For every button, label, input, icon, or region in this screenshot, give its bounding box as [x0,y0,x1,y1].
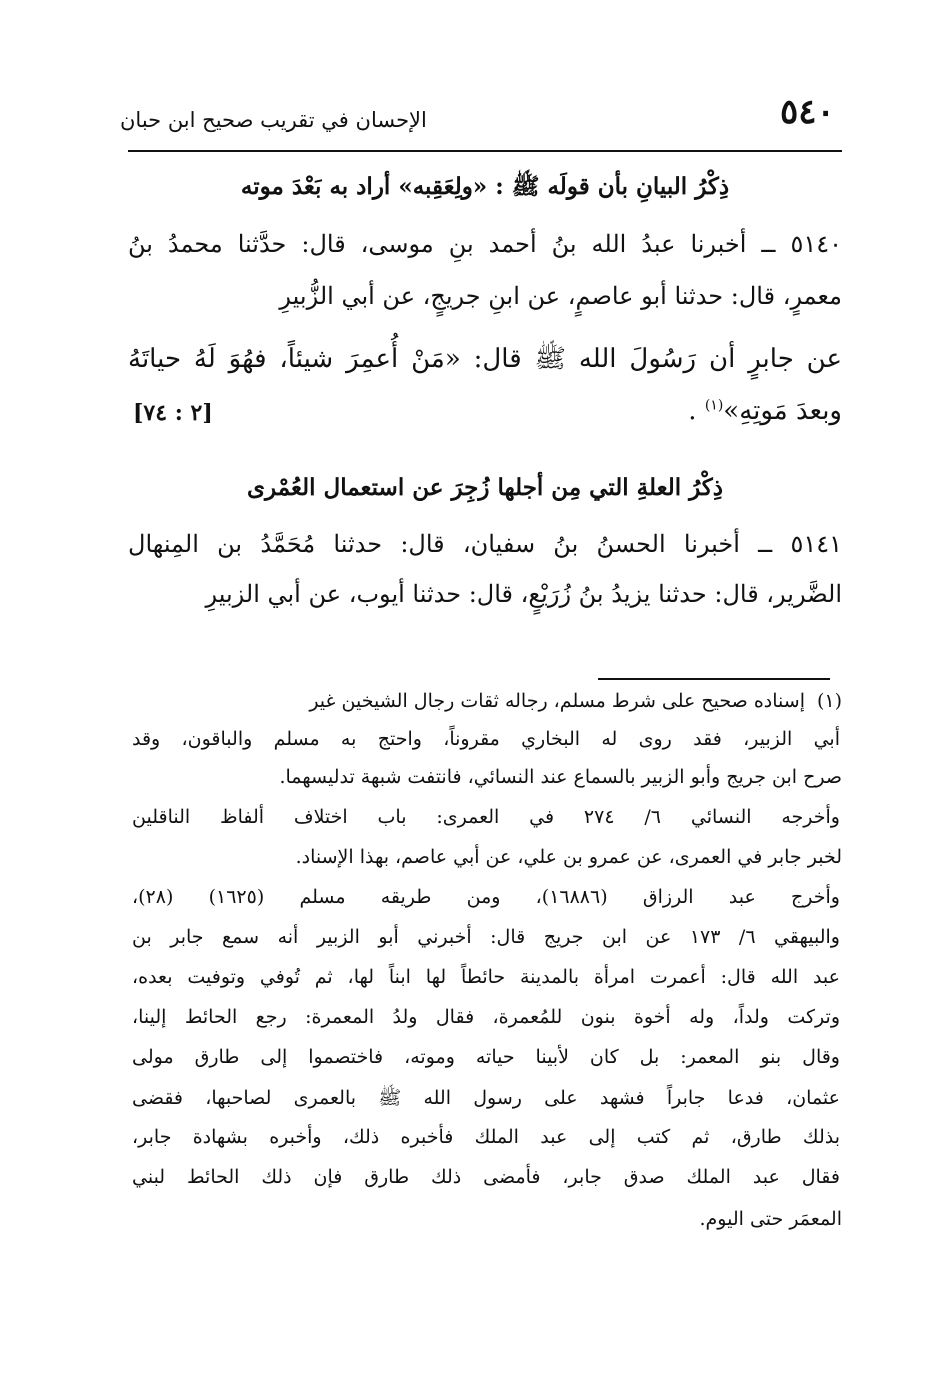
footnote-line-6: وأخرج عبد الرزاق (١٦٨٨٦)، ومن طريقه مسلم (١٦٢٥) (٢٨)، [132,886,840,908]
footnote-line-7: والبيهقي ٦/ ١٧٣ عن ابن جريج قال: أخبرني أبو الزبير أنه سمع جابر بن [132,926,840,948]
footnote-line-13: فقال عبد الملك صدق جابر، فأمضى ذلك طارق فإن ذلك الحائط لبني [132,1166,840,1188]
footnote-marker[interactable]: (١) [704,397,724,414]
footnote-line-2: أبي الزبير، فقد روى له البخاري مقروناً، واحتج به مسلم والباقون، وقد [132,728,840,750]
footnote-line-4: وأخرجه النسائي ٦/ ٢٧٤ في العمرى: باب اختلاف ألفاظ الناقلين [132,806,840,828]
footnote-line-3: صرح ابن جريج وأبو الزبير بالسماع عند النسائي، فانتفت شبهة تدليسهما. [279,766,842,788]
footnote-line-8: عبد الله قال: أعمرت امرأة بالمدينة حائطاً لها ابناً لها، ثم تُوفي وتوفيت بعده، [132,966,840,988]
section-heading-1: ذِكْرُ البيانِ بأن قولَه ﷺ : «ولِعَقِبه» أراد به بَعْدَ موته [240,173,730,200]
hadith-5141-line-1: ٥١٤١ ــ أخبرنا الحسنُ بنُ سفيان، قال: حدثنا مُحَمَّدُ بن المِنهال [128,530,842,558]
footnote-number: (١) [816,690,842,712]
section-heading-2: ذِكْرُ العلةِ التي مِن أجلها زُجِرَ عن استعمال العُمْرى [247,474,723,501]
footnote-line-1: إسناده صحيح على شرط مسلم، رجاله ثقات رجال الشيخين غير [309,690,805,712]
footnote-separator [598,678,830,680]
hadith-5140-line-2: معمرٍ، قال: حدثنا أبو عاصمٍ، عن ابنِ جريجٍ، عن أبي الزُّبيرِ [279,282,842,310]
header-rule [128,150,842,152]
hadith-5141-line-2: الضَّرير، قال: حدثنا يزيدُ بنُ زُرَيْعٍ، قال: حدثنا أيوب، عن أبي الزبيرِ [205,580,842,608]
footnote-line-9: وتركت ولداً، وله أخوة بنون للمُعمرة، فقال ولدُ المعمرة: رجع الحائط إلينا، [132,1006,840,1028]
footnote-line-5: لخبر جابر في العمرى، عن عمرو بن علي، عن أبي عاصم، بهذا الإسناد. [295,846,842,868]
hadith-5140-line-1: ٥١٤٠ ــ أخبرنا عبدُ الله بنُ أحمد بنِ موسى، قال: حدَّثنا محمدُ بنُ [128,230,842,258]
footnote-line-11: عثمان، فدعا جابراً فشهد على رسول الله ﷺ بالعمرى لصاحبها، فقضى [132,1087,840,1109]
footnote-line-12: بذلك طارق، ثم كتب إلى عبد الملك فأخبره ذلك، وأخبره بشهادة جابر، [132,1126,840,1148]
source-reference: [٢ : ٧٤] [133,400,213,426]
end-period: . [688,396,697,426]
running-header-title: الإحسان في تقريب صحيح ابن حبان [120,108,427,132]
hadith-5140-line-4 [688,396,842,426]
hadith-5140-last-text: وبعدَ مَوتِهِ» [723,396,842,426]
footnote-line-14: المعمَر حتى اليوم. [699,1208,842,1230]
footnote-line-10: وقال بنو المعمر: بل كان لأبينا حياته وموته، فاختصموا إلى طارق مولى [132,1046,840,1068]
hadith-5140-line-3: عن جابرٍ أن رَسُولَ الله ﷺ قال: «مَنْ أُعمِرَ شيئاً، فهُوَ لَهُ حياتَهُ [128,344,842,374]
page-number: ٥٤٠ [780,92,835,132]
